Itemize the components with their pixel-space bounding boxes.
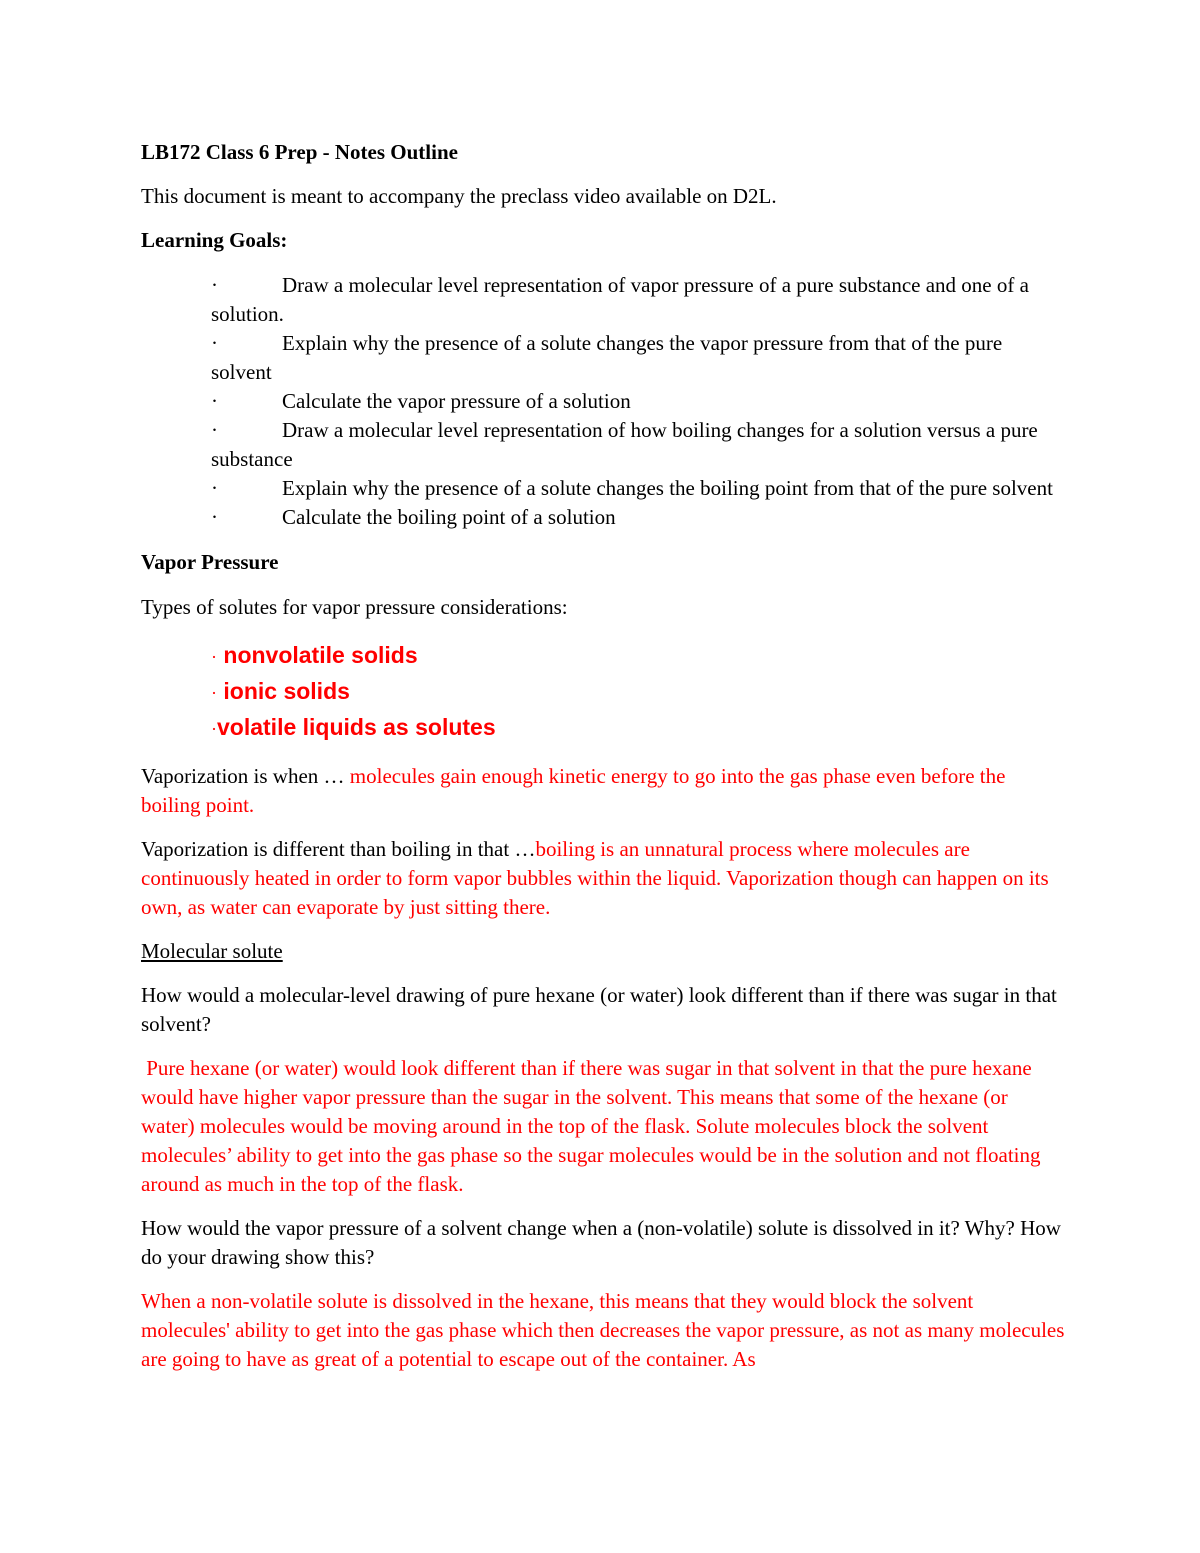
learning-goal-text: Explain why the presence of a solute changes the vapor pressure from that of the pure solvent (211, 331, 1003, 384)
vaporization-definition (141, 762, 1066, 820)
learning-goal-text: Calculate the boiling point of a solution (282, 505, 616, 529)
learning-goal-item (211, 271, 1066, 329)
document-title: LB172 Class 6 Prep - Notes Outline (141, 140, 458, 164)
molecular-solute-heading: Molecular solute (141, 939, 283, 963)
bullet-icon: · (211, 389, 218, 413)
bullet-icon: · (211, 418, 218, 442)
vaporization-difference (141, 835, 1066, 922)
difference-answer: boiling is an unnatural process where molecules are continuously heated in order to form vapor bubbles within the liquid. Vaporization though can happen on its own, as water can evaporate by just sitting there. (141, 837, 1049, 919)
solute-type-item (211, 674, 1066, 710)
learning-goal-item (211, 329, 1066, 387)
solute-type-text: volatile liquids as solutes (217, 714, 496, 740)
learning-goals-heading: Learning Goals: (141, 228, 288, 252)
document-body (141, 138, 1066, 1389)
solute-type-item (211, 710, 1066, 746)
learning-goal-text: Draw a molecular level representation of how boiling changes for a solution versus a pure substance (211, 418, 1038, 471)
solute-type-text: ionic solids (223, 678, 350, 704)
vaporization-prompt: Vaporization is when … (141, 764, 350, 788)
vapor-pressure-heading: Vapor Pressure (141, 550, 279, 574)
bullet-icon: · (211, 476, 218, 500)
learning-goal-text: Draw a molecular level representation of vapor pressure of a pure substance and one of a solution. (211, 273, 1029, 326)
solute-types-intro: Types of solutes for vapor pressure considerations: (141, 595, 568, 619)
answer-2: When a non-volatile solute is dissolved in the hexane, this means that they would block the solvent molecules' ability to get into the gas phase which then decreases the vapor pressure, as not as many molecules are going to have as great of a potential to escape out of the container. As (141, 1289, 1065, 1371)
bullet-icon: · (211, 331, 218, 355)
vaporization-answer: molecules gain enough kinetic energy to go into the gas phase even before the boiling point. (141, 764, 1006, 817)
learning-goal-item (211, 474, 1066, 503)
intro-text: This document is meant to accompany the preclass video available on D2L. (141, 184, 777, 208)
learning-goal-text: Calculate the vapor pressure of a solution (282, 389, 631, 413)
bullet-icon: · (211, 719, 217, 739)
learning-goals-list (211, 271, 1066, 532)
difference-prompt: Vaporization is different than boiling in that … (141, 837, 536, 861)
bullet-icon: · (211, 273, 218, 297)
bullet-icon: · (211, 683, 217, 703)
solute-type-text: nonvolatile solids (223, 642, 418, 668)
learning-goal-item (211, 503, 1066, 532)
question-2: How would the vapor pressure of a solvent change when a (non-volatile) solute is dissolved in it? Why? How do your drawing show this? (141, 1216, 1061, 1269)
learning-goal-item (211, 387, 1066, 416)
question-1: How would a molecular-level drawing of pure hexane (or water) look different than if there was sugar in that solvent? (141, 983, 1057, 1036)
solute-types-list (211, 638, 1066, 746)
learning-goal-item (211, 416, 1066, 474)
bullet-icon: · (211, 647, 217, 667)
learning-goal-text: Explain why the presence of a solute changes the boiling point from that of the pure solvent (282, 476, 1053, 500)
answer-1: Pure hexane (or water) would look different than if there was sugar in that solvent in that the pure hexane would have higher vapor pressure than the sugar in the solvent. This means that some of the hexane (or water) molecules would be moving around in the top of the flask. Solute molecules block the solvent molecules’ ability to get into the gas phase so the sugar molecules would be in the solution and not floating around as much in the top of the flask. (141, 1056, 1046, 1196)
solute-type-item (211, 638, 1066, 674)
bullet-icon: · (211, 505, 218, 529)
